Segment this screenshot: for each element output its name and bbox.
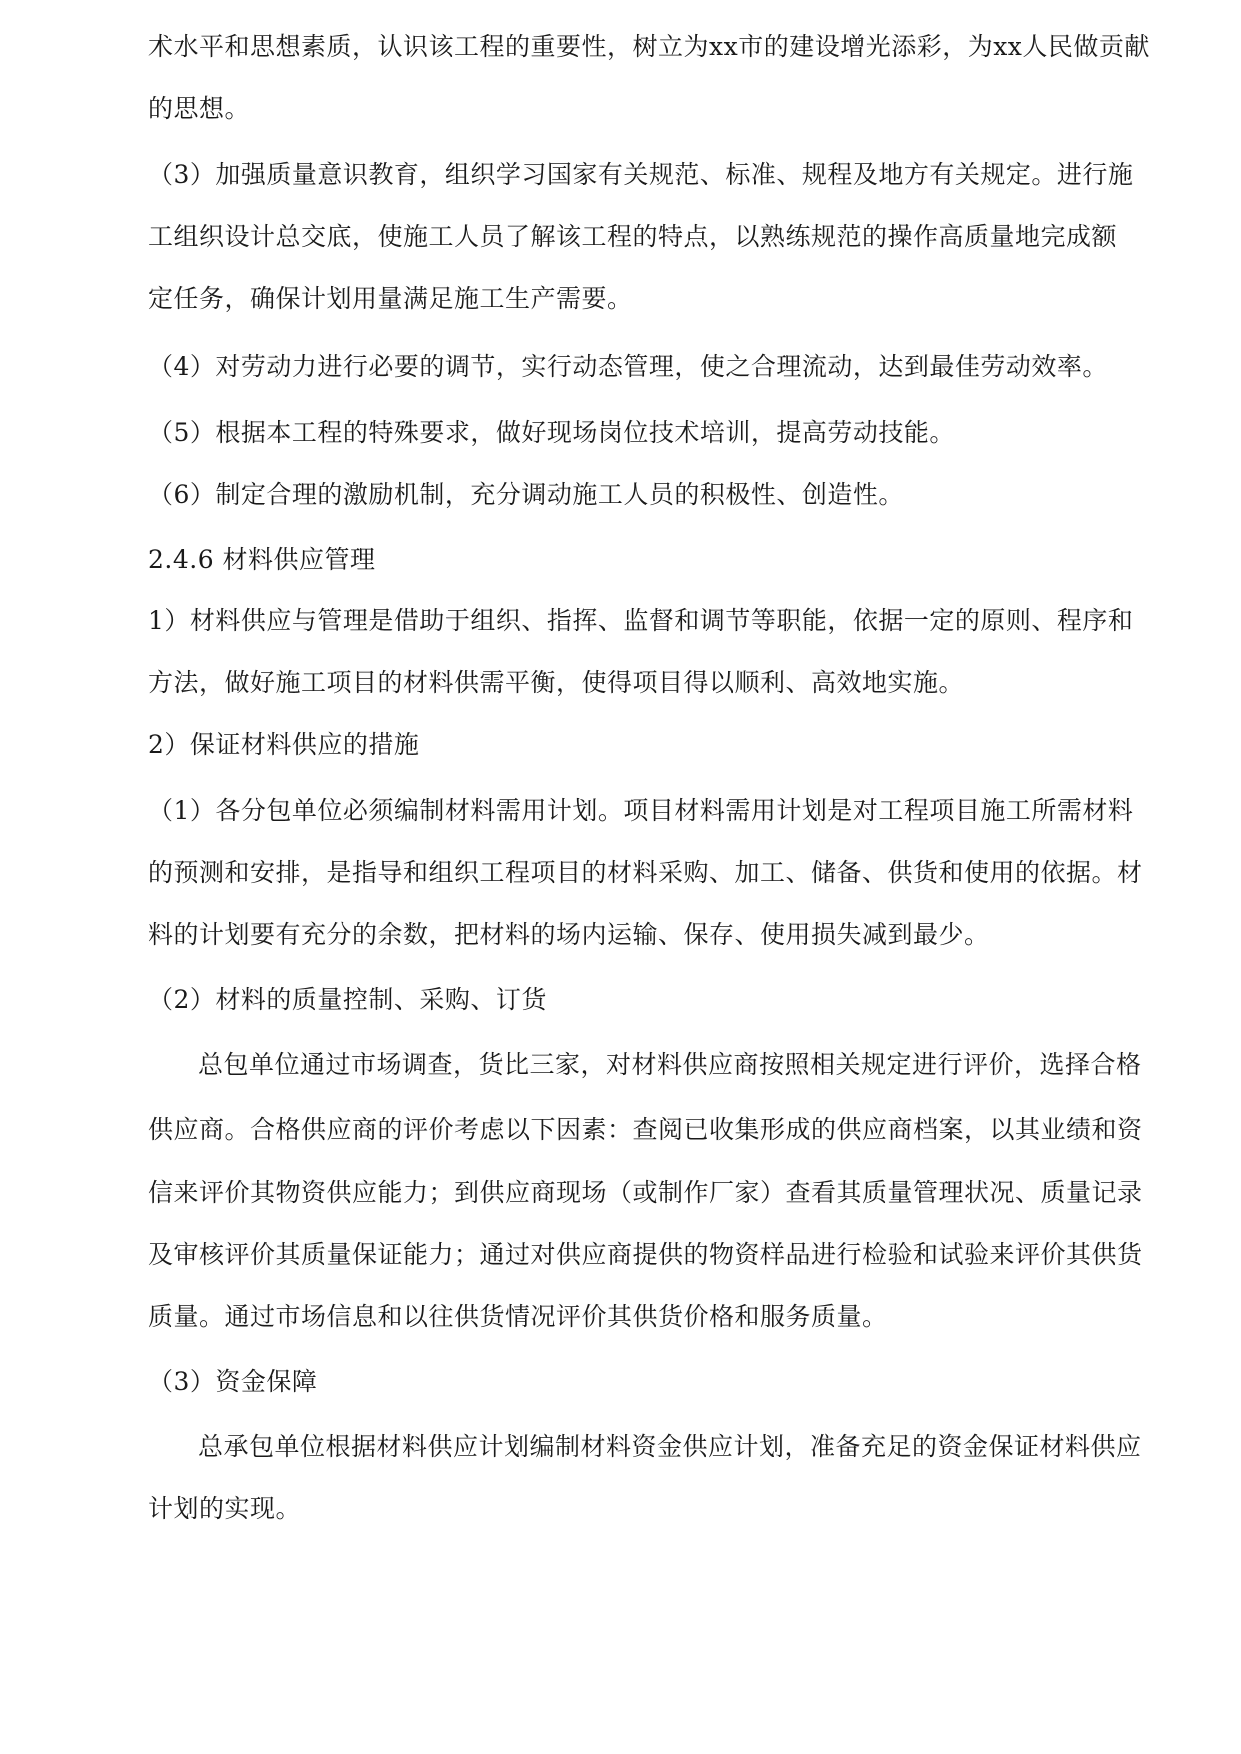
text-line: 总承包单位根据材料供应计划编制材料资金供应计划，准备充足的资金保证材料供应 <box>198 1432 1142 1461</box>
text-line: 总包单位通过市场调查，货比三家，对材料供应商按照相关规定进行评价，选择合格 <box>198 1050 1142 1079</box>
text-line: 2）保证材料供应的措施 <box>148 730 420 759</box>
text-line: 定任务，确保计划用量满足施工生产需要。 <box>148 284 633 313</box>
text-line: 1）材料供应与管理是借助于组织、指挥、监督和调节等职能，依据一定的原则、程序和 <box>148 606 1134 635</box>
text-line: （1）各分包单位必须编制材料需用计划。项目材料需用计划是对工程项目施工所需材料 <box>148 796 1134 825</box>
text-line: （2）材料的质量控制、采购、订货 <box>148 985 547 1014</box>
text-line: 计划的实现。 <box>148 1494 302 1523</box>
text-line: 料的计划要有充分的余数，把材料的场内运输、保存、使用损失减到最少。 <box>148 920 990 949</box>
text-line: 质量。通过市场信息和以往供货情况评价其供货价格和服务质量。 <box>148 1302 888 1331</box>
text-line: （4）对劳动力进行必要的调节，实行动态管理，使之合理流动，达到最佳劳动效率。 <box>148 352 1108 381</box>
text-line: （3）资金保障 <box>148 1367 318 1396</box>
section-heading: 2.4.6 材料供应管理 <box>148 545 376 574</box>
text-line: 术水平和思想素质，认识该工程的重要性，树立为xx市的建设增光添彩，为xx人民做贡献 <box>148 32 1150 61</box>
text-line: 及审核评价其质量保证能力；通过对供应商提供的物资样品进行检验和试验来评价其供货 <box>148 1240 1143 1269</box>
text-line: （3）加强质量意识教育，组织学习国家有关规范、标准、规程及地方有关规定。进行施 <box>148 160 1134 189</box>
text-line: 供应商。合格供应商的评价考虑以下因素：查阅已收集形成的供应商档案，以其业绩和资 <box>148 1115 1143 1144</box>
text-line: 工组织设计总交底，使施工人员了解该工程的特点，以熟练规范的操作高质量地完成额 <box>148 222 1118 251</box>
text-line: 信来评价其物资供应能力；到供应商现场（或制作厂家）查看其质量管理状况、质量记录 <box>148 1178 1143 1207</box>
text-line: 方法，做好施工项目的材料供需平衡，使得项目得以顺利、高效地实施。 <box>148 668 965 697</box>
text-line: 的思想。 <box>148 94 251 123</box>
text-line: （6）制定合理的激励机制，充分调动施工人员的积极性、创造性。 <box>148 480 904 509</box>
text-line: 的预测和安排，是指导和组织工程项目的材料采购、加工、储备、供货和使用的依据。材 <box>148 858 1143 887</box>
text-line: （5）根据本工程的特殊要求，做好现场岗位技术培训，提高劳动技能。 <box>148 418 955 447</box>
